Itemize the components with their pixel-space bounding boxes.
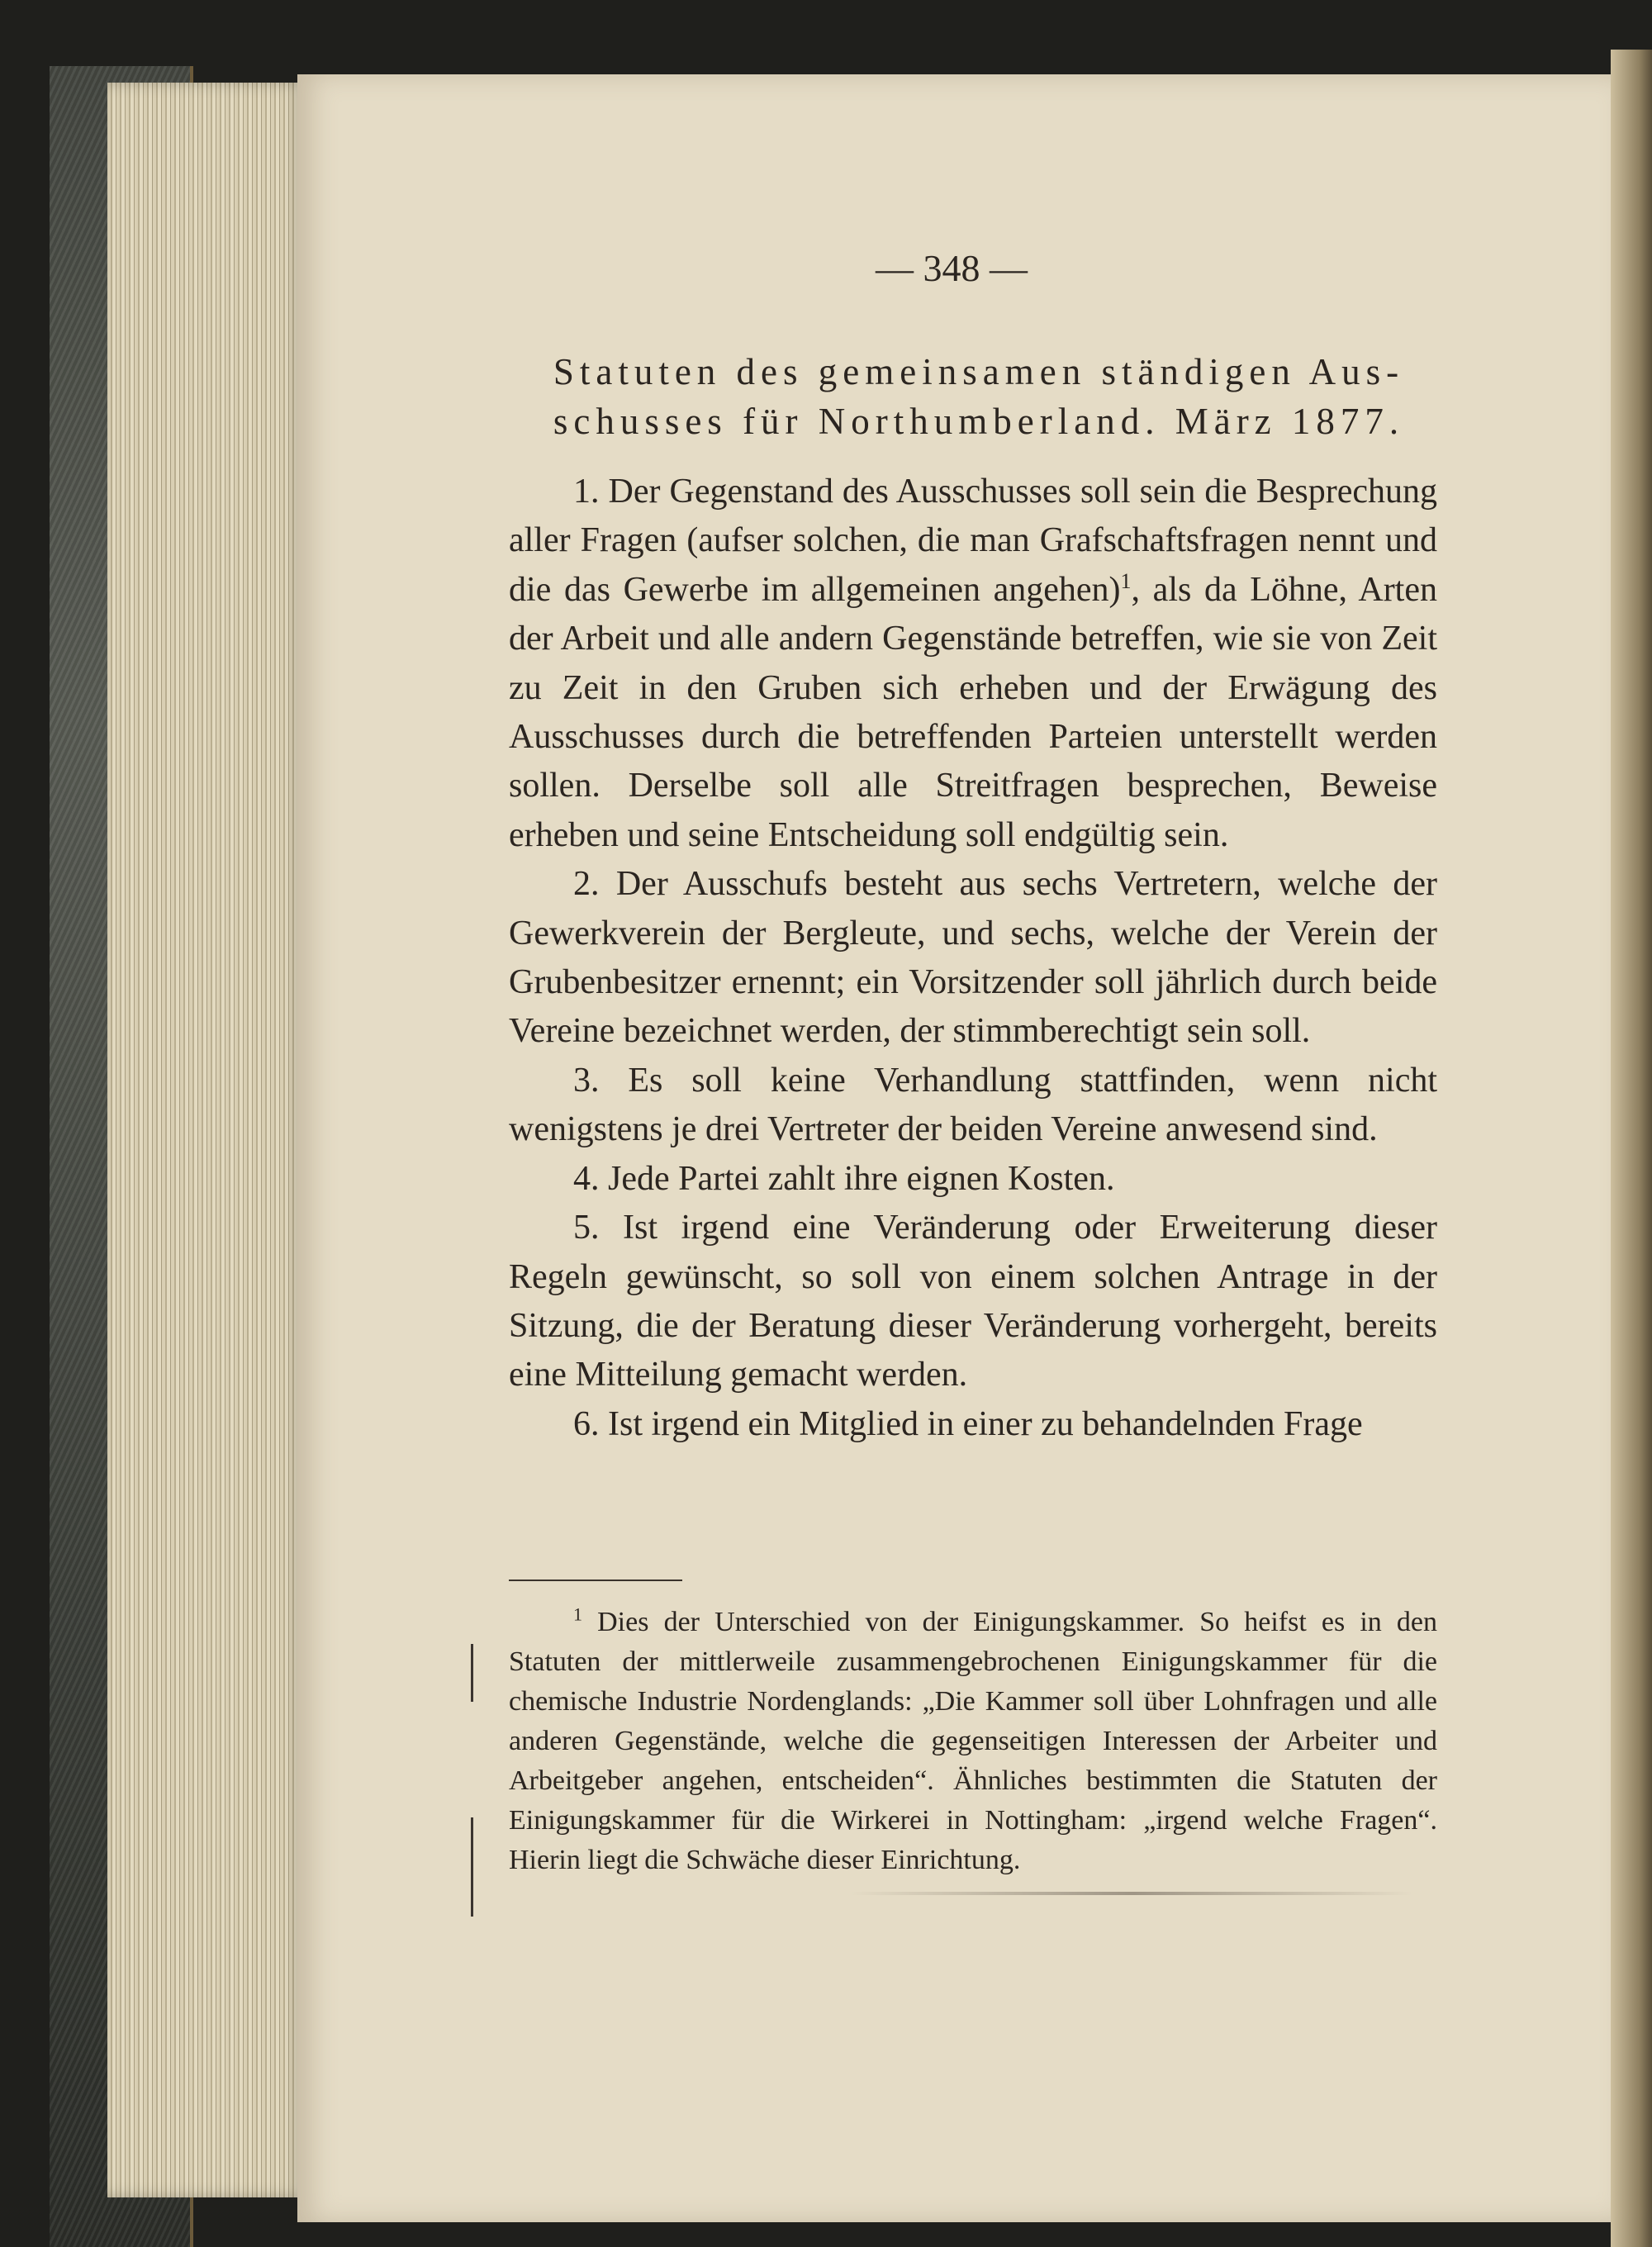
- footnote: [509, 1603, 1437, 1880]
- section-title: [512, 347, 1446, 446]
- footnote-divider: [509, 1580, 682, 1581]
- pencil-underline: [851, 1892, 1412, 1895]
- paragraph-3: 3. Es soll keine Verhandlung stattfinden, wenn nicht wenigstens je drei Vertreter der beiden Vereine anwesend sind.: [509, 1061, 1437, 1149]
- title-line-2: schusses für Northumberland. März 1877.: [553, 401, 1405, 442]
- paragraph-1: [509, 468, 1437, 860]
- title-line-1: Statuten des gemeinsamen ständigen Aus-: [553, 351, 1405, 392]
- footnote-1: [509, 1603, 1437, 1880]
- footnote-marker: 1: [573, 1603, 582, 1625]
- paragraph-2: 2. Der Ausschufs besteht aus sechs Vertretern, welche der Gewerkverein der Bergleute, und sechs, welche der Verein der Grubenbesitzer ernennt; ein Vorsitzender soll jährlich durch beide Vereine bezeichnet werden, der stimmberechtigt sein soll.: [509, 865, 1437, 1051]
- paragraph-5: 5. Ist irgend eine Veränderung oder Erweiterung dieser Regeln gewünscht, so soll von einem solchen Antrage in der Sitzung, die der Beratung dieser Veränderung vorhergeht, bereits eine Mitteilung gemacht werden.: [509, 1209, 1437, 1394]
- footnote-text: Dies der Unterschied von der Einigungskammer. So heifst es in den Statuten der mittlerweile zusammengebrochenen Einigungskammer für die chemische Industrie Nordenglands: „Die Kammer soll über Lohnfragen und alle anderen Gegenstände, welche die gegenseitigen Interessen der Arbeiter und Arbeitgeber angehen, entscheiden“. Ähnliches bestimmten die Statuten der Einigungskammer für die Wirkerei in Nottingham: „irgend welche Fragen“. Hierin liegt die Schwäche dieser Einrichtung.: [509, 1607, 1438, 1875]
- pencil-mark-2: [471, 1817, 473, 1917]
- paragraph-6: 6. Ist irgend ein Mitglied in einer zu behandelnden Frage: [573, 1404, 1363, 1443]
- page-edges: [107, 83, 306, 2197]
- paragraph-4: 4. Jede Partei zahlt ihre eignen Kosten.: [573, 1159, 1115, 1198]
- footnote-reference: 1: [1120, 568, 1132, 593]
- page-number: — 348 —: [876, 247, 1028, 289]
- body-text: [509, 468, 1437, 1449]
- paragraph-1-continuation: , als da Löhne, Arten der Arbeit und alle andern Gegenstände betreffen, wie sie von Zeit zu Zeit in den Gruben sich erheben und der Erwägung des Ausschusses durch die betreffenden Parteien unterstellt werden sollen. Derselbe soll alle Streitfragen besprechen, Beweise erheben und seine Entscheidung soll endgültig sein.: [509, 570, 1437, 854]
- pencil-mark-1: [471, 1644, 473, 1702]
- paragraph-1-text: 1. Der Gegenstand des Ausschusses soll sein die Besprechung aller Fragen (aufser solchen, die man Grafschaftsfragen nennt und die das Gewerbe im allgemeinen angehen): [509, 473, 1437, 609]
- page-gutter: [1611, 50, 1652, 2247]
